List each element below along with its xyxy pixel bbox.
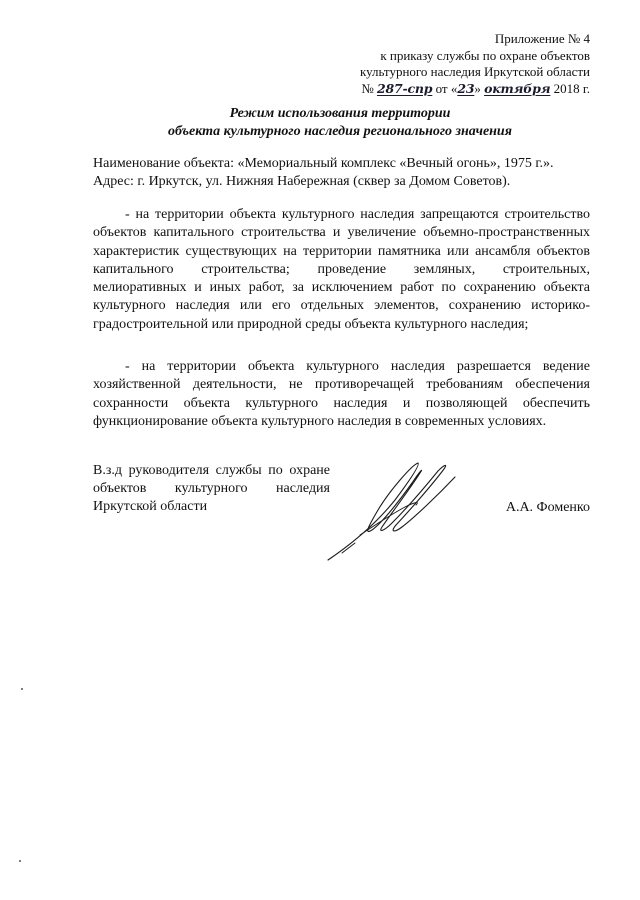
- order-date-prefix: от «: [435, 80, 458, 96]
- appendix-agency: культурного наследия Иркутской области: [359, 64, 590, 79]
- title-line-2: объекта культурного наследия регионального значения: [168, 124, 512, 139]
- order-year: 2018 г.: [553, 80, 590, 96]
- appendix-number-date: [290, 81, 590, 98]
- signer-name: А.А. Фоменко: [505, 500, 590, 515]
- object-address: Адрес: г. Иркутск, ул. Нижняя Набережная (сквер за Домом Советов).: [93, 174, 511, 189]
- scan-speck: [21, 688, 23, 690]
- scan-speck: [19, 860, 21, 862]
- signer-position: В.з.д руководителя службы по охране объектов культурного наследия Иркутской области: [93, 463, 330, 514]
- appendix-label: Приложение № 4: [494, 31, 590, 46]
- order-number-prefix: №: [361, 80, 374, 96]
- order-month-handwritten: октября: [484, 80, 551, 96]
- title-line-1: Режим использования территории: [229, 106, 451, 121]
- object-name: Наименование объекта: «Мемориальный комплекс «Вечный огонь», 1975 г.».: [93, 156, 554, 171]
- appendix-order-ref: к приказу службы по охране объектов: [380, 47, 590, 63]
- permission-paragraph: - на территории объекта культурного наследия разрешается ведение хозяйственной деятельности, не противоречащей требованиям обеспечения сохранности объекта культурного наследия и позволяющей обеспечить функционирование объекта культурного наследия в современных условиях.: [93, 359, 590, 429]
- appendix-header: [290, 31, 590, 97]
- order-number-handwritten: 287-спр: [376, 80, 433, 96]
- object-info: [93, 155, 593, 191]
- handwritten-signature: [320, 455, 470, 575]
- order-day-handwritten: 23: [457, 80, 475, 96]
- order-date-sep: »: [474, 80, 481, 96]
- prohibition-paragraph: - на территории объекта культурного наследия запрещаются строительство объектов капитального строительства и увеличение объемно-пространственных характеристик существующих на территории памятника или ансамбля объектов капитального строительства; проведение земляных, строительных, мелиоративных и иных работ, за исключением работ по сохранению объекта культурного наследия или его отдельных элементов, сохранению историко-градостроительной или природной среды объекта культурного наследия;: [93, 207, 590, 332]
- document-title: [90, 105, 590, 141]
